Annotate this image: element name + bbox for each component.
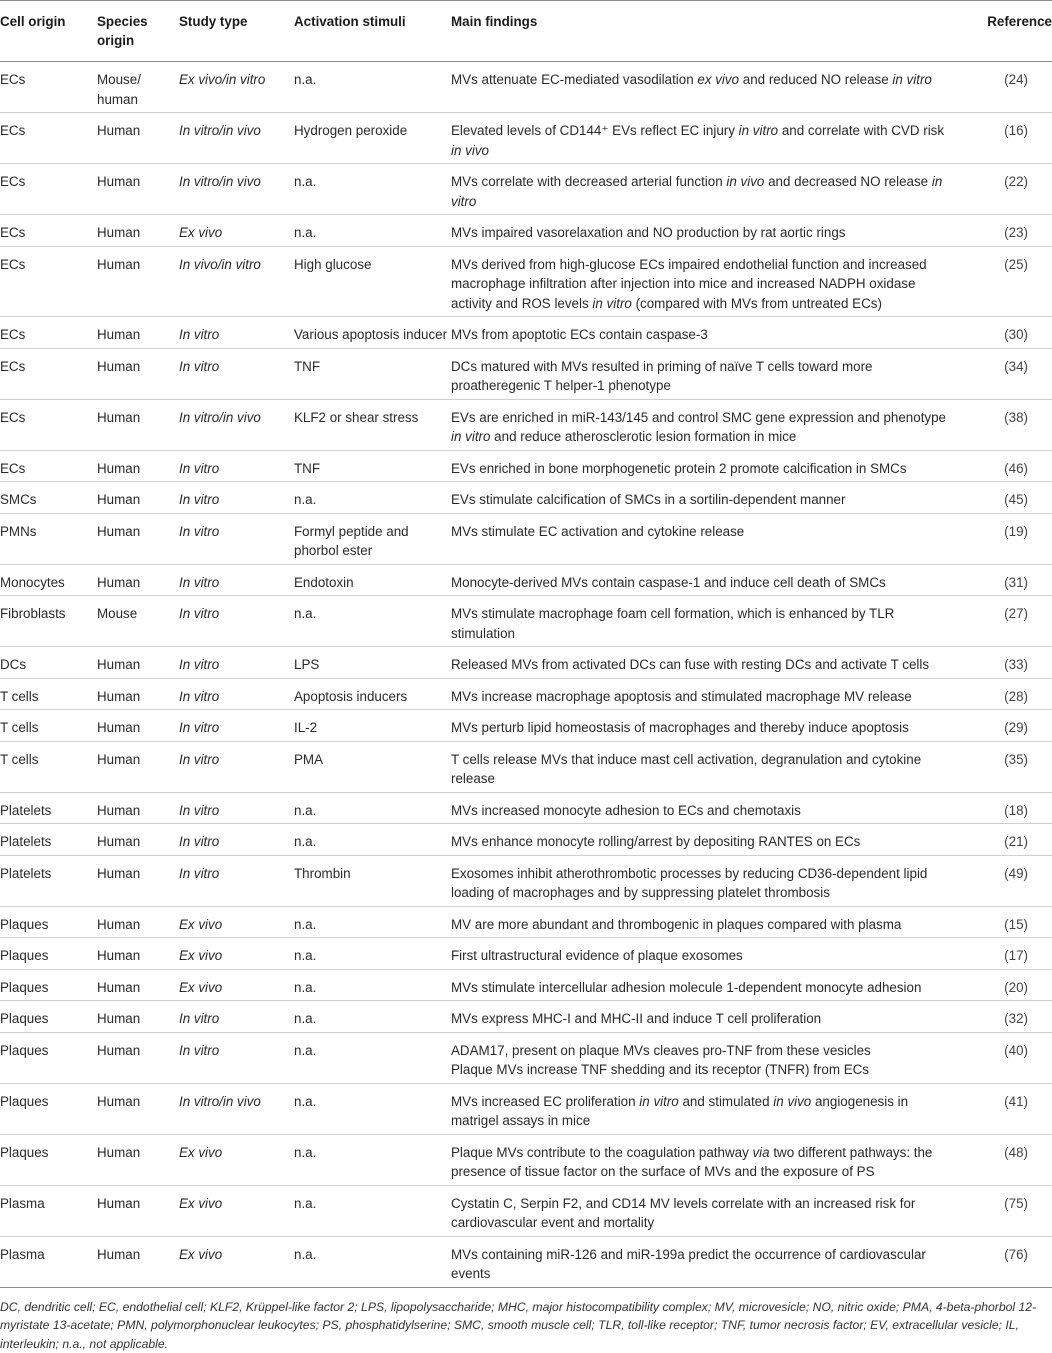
study-type: In vitro	[179, 317, 294, 349]
cell-origin: ECs	[0, 399, 97, 450]
cell-origin: ECs	[0, 164, 97, 215]
species-origin: Human	[97, 399, 179, 450]
reference: (19)	[951, 513, 1052, 564]
cell-origin: Plaques	[0, 1032, 97, 1083]
table-row	[0, 596, 1052, 647]
study-type: Ex vivo	[179, 1185, 294, 1236]
study-type: In vitro	[179, 678, 294, 710]
study-type: In vitro/in vivo	[179, 399, 294, 450]
reference: (45)	[951, 482, 1052, 514]
main-findings: ADAM17, present on plaque MVs cleaves pro-TNF from these vesicles Plaque MVs increase TNF shedding and its receptor (TNFR) from ECs	[451, 1032, 951, 1083]
header-reference: Reference	[951, 1, 1052, 62]
activation-stimuli: n.a.	[294, 482, 451, 514]
table-row	[0, 113, 1052, 164]
reference: (41)	[951, 1083, 1052, 1134]
activation-stimuli: n.a.	[294, 62, 451, 113]
cell-origin: ECs	[0, 113, 97, 164]
main-findings: MVs correlate with decreased arterial function in vivo and decreased NO release in vitro	[451, 164, 951, 215]
reference: (22)	[951, 164, 1052, 215]
header-activation-stimuli: Activation stimuli	[294, 1, 451, 62]
study-type: Ex vivo	[179, 906, 294, 938]
activation-stimuli: n.a.	[294, 1032, 451, 1083]
table-row	[0, 678, 1052, 710]
table-row	[0, 792, 1052, 824]
activation-stimuli: n.a.	[294, 792, 451, 824]
study-type: In vitro	[179, 824, 294, 856]
reference: (27)	[951, 596, 1052, 647]
species-origin: Human	[97, 482, 179, 514]
species-origin: Human	[97, 450, 179, 482]
reference: (46)	[951, 450, 1052, 482]
activation-stimuli: n.a.	[294, 906, 451, 938]
main-findings: MVs perturb lipid homeostasis of macrophages and thereby induce apoptosis	[451, 710, 951, 742]
activation-stimuli: n.a.	[294, 938, 451, 970]
table-row	[0, 938, 1052, 970]
main-findings: Plaque MVs contribute to the coagulation pathway via two different pathways: the presence of tissue factor on the surface of MVs and the exposure of PS	[451, 1134, 951, 1185]
species-origin: Human	[97, 113, 179, 164]
main-findings: Monocyte-derived MVs contain caspase-1 and induce cell death of SMCs	[451, 564, 951, 596]
main-findings: MV are more abundant and thrombogenic in plaques compared with plasma	[451, 906, 951, 938]
species-origin: Mouse/ human	[97, 62, 179, 113]
activation-stimuli: n.a.	[294, 1185, 451, 1236]
table-body	[0, 62, 1052, 1288]
main-findings: T cells release MVs that induce mast cell activation, degranulation and cytokine release	[451, 741, 951, 792]
species-origin: Human	[97, 246, 179, 317]
activation-stimuli: TNF	[294, 450, 451, 482]
table-row	[0, 399, 1052, 450]
header-row	[0, 1, 1052, 62]
cell-origin: Plasma	[0, 1236, 97, 1287]
study-type: In vitro	[179, 482, 294, 514]
activation-stimuli: KLF2 or shear stress	[294, 399, 451, 450]
reference: (38)	[951, 399, 1052, 450]
study-type: In vitro	[179, 513, 294, 564]
reference: (31)	[951, 564, 1052, 596]
species-origin: Human	[97, 1236, 179, 1287]
reference: (16)	[951, 113, 1052, 164]
cell-origin: T cells	[0, 678, 97, 710]
species-origin: Human	[97, 678, 179, 710]
cell-origin: SMCs	[0, 482, 97, 514]
cell-origin: DCs	[0, 647, 97, 679]
species-origin: Human	[97, 969, 179, 1001]
table-row	[0, 348, 1052, 399]
table-row	[0, 1134, 1052, 1185]
species-origin: Human	[97, 647, 179, 679]
species-origin: Human	[97, 164, 179, 215]
table-row	[0, 906, 1052, 938]
reference: (25)	[951, 246, 1052, 317]
reference: (21)	[951, 824, 1052, 856]
reference: (15)	[951, 906, 1052, 938]
activation-stimuli: IL-2	[294, 710, 451, 742]
cell-origin: Plaques	[0, 1001, 97, 1033]
species-origin: Human	[97, 1032, 179, 1083]
table-row	[0, 1185, 1052, 1236]
species-origin: Human	[97, 348, 179, 399]
main-findings: MVs stimulate intercellular adhesion molecule 1-dependent monocyte adhesion	[451, 969, 951, 1001]
study-type: Ex vivo	[179, 969, 294, 1001]
main-findings: MVs impaired vasorelaxation and NO production by rat aortic rings	[451, 215, 951, 247]
main-findings: MVs express MHC-I and MHC-II and induce T cell proliferation	[451, 1001, 951, 1033]
table-row	[0, 647, 1052, 679]
header-species-origin: Species origin	[97, 1, 179, 62]
table-row	[0, 564, 1052, 596]
activation-stimuli: n.a.	[294, 1134, 451, 1185]
cell-origin: Platelets	[0, 824, 97, 856]
activation-stimuli: Thrombin	[294, 855, 451, 906]
species-origin: Human	[97, 1134, 179, 1185]
study-type: In vitro/in vivo	[179, 113, 294, 164]
header-cell-origin: Cell origin	[0, 1, 97, 62]
cell-origin: Plaques	[0, 1134, 97, 1185]
main-findings: MVs increased EC proliferation in vitro and stimulated in vivo angiogenesis in matrigel assays in mice	[451, 1083, 951, 1134]
table-row	[0, 855, 1052, 906]
reference: (40)	[951, 1032, 1052, 1083]
table-row	[0, 1032, 1052, 1083]
species-origin: Human	[97, 1185, 179, 1236]
activation-stimuli: n.a.	[294, 164, 451, 215]
species-origin: Human	[97, 710, 179, 742]
species-origin: Human	[97, 855, 179, 906]
cell-origin: ECs	[0, 215, 97, 247]
reference: (32)	[951, 1001, 1052, 1033]
table-row	[0, 1083, 1052, 1134]
reference: (35)	[951, 741, 1052, 792]
species-origin: Human	[97, 792, 179, 824]
reference: (76)	[951, 1236, 1052, 1287]
cell-origin: Plaques	[0, 1083, 97, 1134]
main-findings: Exosomes inhibit atherothrombotic processes by reducing CD36-dependent lipid loading of macrophages and by suppressing platelet thrombosis	[451, 855, 951, 906]
table-footnote: DC, dendritic cell; EC, endothelial cell; KLF2, Krüppel-like factor 2; LPS, lipopolysaccharide; MHC, major histocompatibility complex; MV, microvesicle; NO, nitric oxide; PMA, 4-beta-phorbol 12-myristate 13-acetate; PMN, polymorphonuclear leukocytes; PS, phosphatidylserine; SMC, smooth muscle cell; TLR, toll-like receptor; TNF, tumor necrosis factor; EV, extracellular vesicle; IL, interleukin; n.a., not applicable.	[0, 1288, 1050, 1353]
main-findings: MVs enhance monocyte rolling/arrest by depositing RANTES on ECs	[451, 824, 951, 856]
table-row	[0, 482, 1052, 514]
main-findings: Cystatin C, Serpin F2, and CD14 MV levels correlate with an increased risk for cardiovascular event and mortality	[451, 1185, 951, 1236]
table-row	[0, 164, 1052, 215]
main-findings: MVs attenuate EC-mediated vasodilation ex vivo and reduced NO release in vitro	[451, 62, 951, 113]
study-type: In vitro	[179, 792, 294, 824]
cell-origin: Plaques	[0, 969, 97, 1001]
study-type: In vitro	[179, 1001, 294, 1033]
table-row	[0, 215, 1052, 247]
study-type: In vitro	[179, 1032, 294, 1083]
main-findings: EVs enriched in bone morphogenetic protein 2 promote calcification in SMCs	[451, 450, 951, 482]
study-type: In vitro	[179, 647, 294, 679]
study-type: Ex vivo	[179, 215, 294, 247]
species-origin: Human	[97, 1001, 179, 1033]
reference: (18)	[951, 792, 1052, 824]
study-type: In vitro	[179, 348, 294, 399]
cell-origin: Plasma	[0, 1185, 97, 1236]
activation-stimuli: PMA	[294, 741, 451, 792]
reference: (48)	[951, 1134, 1052, 1185]
main-findings: Elevated levels of CD144⁺ EVs reflect EC injury in vitro and correlate with CVD risk in vivo	[451, 113, 951, 164]
cell-origin: ECs	[0, 62, 97, 113]
cell-origin: PMNs	[0, 513, 97, 564]
table-row	[0, 246, 1052, 317]
main-findings: DCs matured with MVs resulted in priming of naïve T cells toward more proatheregenic T helper-1 phenotype	[451, 348, 951, 399]
reference: (49)	[951, 855, 1052, 906]
cell-origin: ECs	[0, 246, 97, 317]
cell-origin: ECs	[0, 348, 97, 399]
main-findings: EVs stimulate calcification of SMCs in a sortilin-dependent manner	[451, 482, 951, 514]
activation-stimuli: n.a.	[294, 215, 451, 247]
table-row	[0, 513, 1052, 564]
study-type: In vitro	[179, 596, 294, 647]
study-type: Ex vivo/in vitro	[179, 62, 294, 113]
activation-stimuli: n.a.	[294, 1236, 451, 1287]
main-findings: First ultrastructural evidence of plaque exosomes	[451, 938, 951, 970]
reference: (28)	[951, 678, 1052, 710]
activation-stimuli: n.a.	[294, 596, 451, 647]
species-origin: Mouse	[97, 596, 179, 647]
species-origin: Human	[97, 317, 179, 349]
reference: (33)	[951, 647, 1052, 679]
main-findings: MVs derived from high-glucose ECs impaired endothelial function and increased macrophage infiltration after injection into mice and increased NADPH oxidase activity and ROS levels in vitro (compared with MVs from untreated ECs)	[451, 246, 951, 317]
study-type: In vitro/in vivo	[179, 164, 294, 215]
reference: (75)	[951, 1185, 1052, 1236]
cell-origin: Platelets	[0, 792, 97, 824]
species-origin: Human	[97, 741, 179, 792]
main-findings: MVs containing miR-126 and miR-199a predict the occurrence of cardiovascular events	[451, 1236, 951, 1287]
species-origin: Human	[97, 938, 179, 970]
cell-origin: Monocytes	[0, 564, 97, 596]
activation-stimuli: Hydrogen peroxide	[294, 113, 451, 164]
table-header	[0, 1, 1052, 62]
reference: (34)	[951, 348, 1052, 399]
species-origin: Human	[97, 215, 179, 247]
cell-origin: Platelets	[0, 855, 97, 906]
activation-stimuli: TNF	[294, 348, 451, 399]
main-findings: MVs increase macrophage apoptosis and stimulated macrophage MV release	[451, 678, 951, 710]
species-origin: Human	[97, 824, 179, 856]
activation-stimuli: Apoptosis inducers	[294, 678, 451, 710]
study-type: In vitro	[179, 564, 294, 596]
table-row	[0, 62, 1052, 113]
activation-stimuli: Endotoxin	[294, 564, 451, 596]
activation-stimuli: n.a.	[294, 969, 451, 1001]
table-row	[0, 317, 1052, 349]
study-type: In vitro	[179, 855, 294, 906]
reference: (29)	[951, 710, 1052, 742]
table-row	[0, 824, 1052, 856]
species-origin: Human	[97, 564, 179, 596]
cell-origin: T cells	[0, 710, 97, 742]
cell-origin: Plaques	[0, 906, 97, 938]
main-findings: MVs stimulate macrophage foam cell formation, which is enhanced by TLR stimulation	[451, 596, 951, 647]
activation-stimuli: n.a.	[294, 824, 451, 856]
study-type: In vitro	[179, 741, 294, 792]
reference: (24)	[951, 62, 1052, 113]
study-type: Ex vivo	[179, 938, 294, 970]
species-origin: Human	[97, 513, 179, 564]
table-row	[0, 450, 1052, 482]
study-type: In vivo/in vitro	[179, 246, 294, 317]
header-study-type: Study type	[179, 1, 294, 62]
study-type: In vitro/in vivo	[179, 1083, 294, 1134]
study-type: In vitro	[179, 450, 294, 482]
activation-stimuli: LPS	[294, 647, 451, 679]
table-row	[0, 1001, 1052, 1033]
activation-stimuli: Formyl peptide and phorbol ester	[294, 513, 451, 564]
reference: (17)	[951, 938, 1052, 970]
table-row	[0, 1236, 1052, 1287]
study-type: Ex vivo	[179, 1236, 294, 1287]
cell-origin: T cells	[0, 741, 97, 792]
table-row	[0, 710, 1052, 742]
cell-origin: ECs	[0, 317, 97, 349]
cell-origin: Fibroblasts	[0, 596, 97, 647]
cell-origin: Plaques	[0, 938, 97, 970]
activation-stimuli: High glucose	[294, 246, 451, 317]
reference: (20)	[951, 969, 1052, 1001]
main-findings: Released MVs from activated DCs can fuse with resting DCs and activate T cells	[451, 647, 951, 679]
table-row	[0, 969, 1052, 1001]
study-type: Ex vivo	[179, 1134, 294, 1185]
activation-stimuli: Various apoptosis inducer	[294, 317, 451, 349]
reference: (30)	[951, 317, 1052, 349]
study-type: In vitro	[179, 710, 294, 742]
table-row	[0, 741, 1052, 792]
main-findings: EVs are enriched in miR-143/145 and control SMC gene expression and phenotype in vitro and reduce atherosclerotic lesion formation in mice	[451, 399, 951, 450]
activation-stimuli: n.a.	[294, 1001, 451, 1033]
main-findings: MVs increased monocyte adhesion to ECs and chemotaxis	[451, 792, 951, 824]
main-findings: MVs from apoptotic ECs contain caspase-3	[451, 317, 951, 349]
cell-origin: ECs	[0, 450, 97, 482]
main-findings: MVs stimulate EC activation and cytokine release	[451, 513, 951, 564]
reference: (23)	[951, 215, 1052, 247]
header-main-findings: Main findings	[451, 1, 951, 62]
species-origin: Human	[97, 906, 179, 938]
species-origin: Human	[97, 1083, 179, 1134]
activation-stimuli: n.a.	[294, 1083, 451, 1134]
